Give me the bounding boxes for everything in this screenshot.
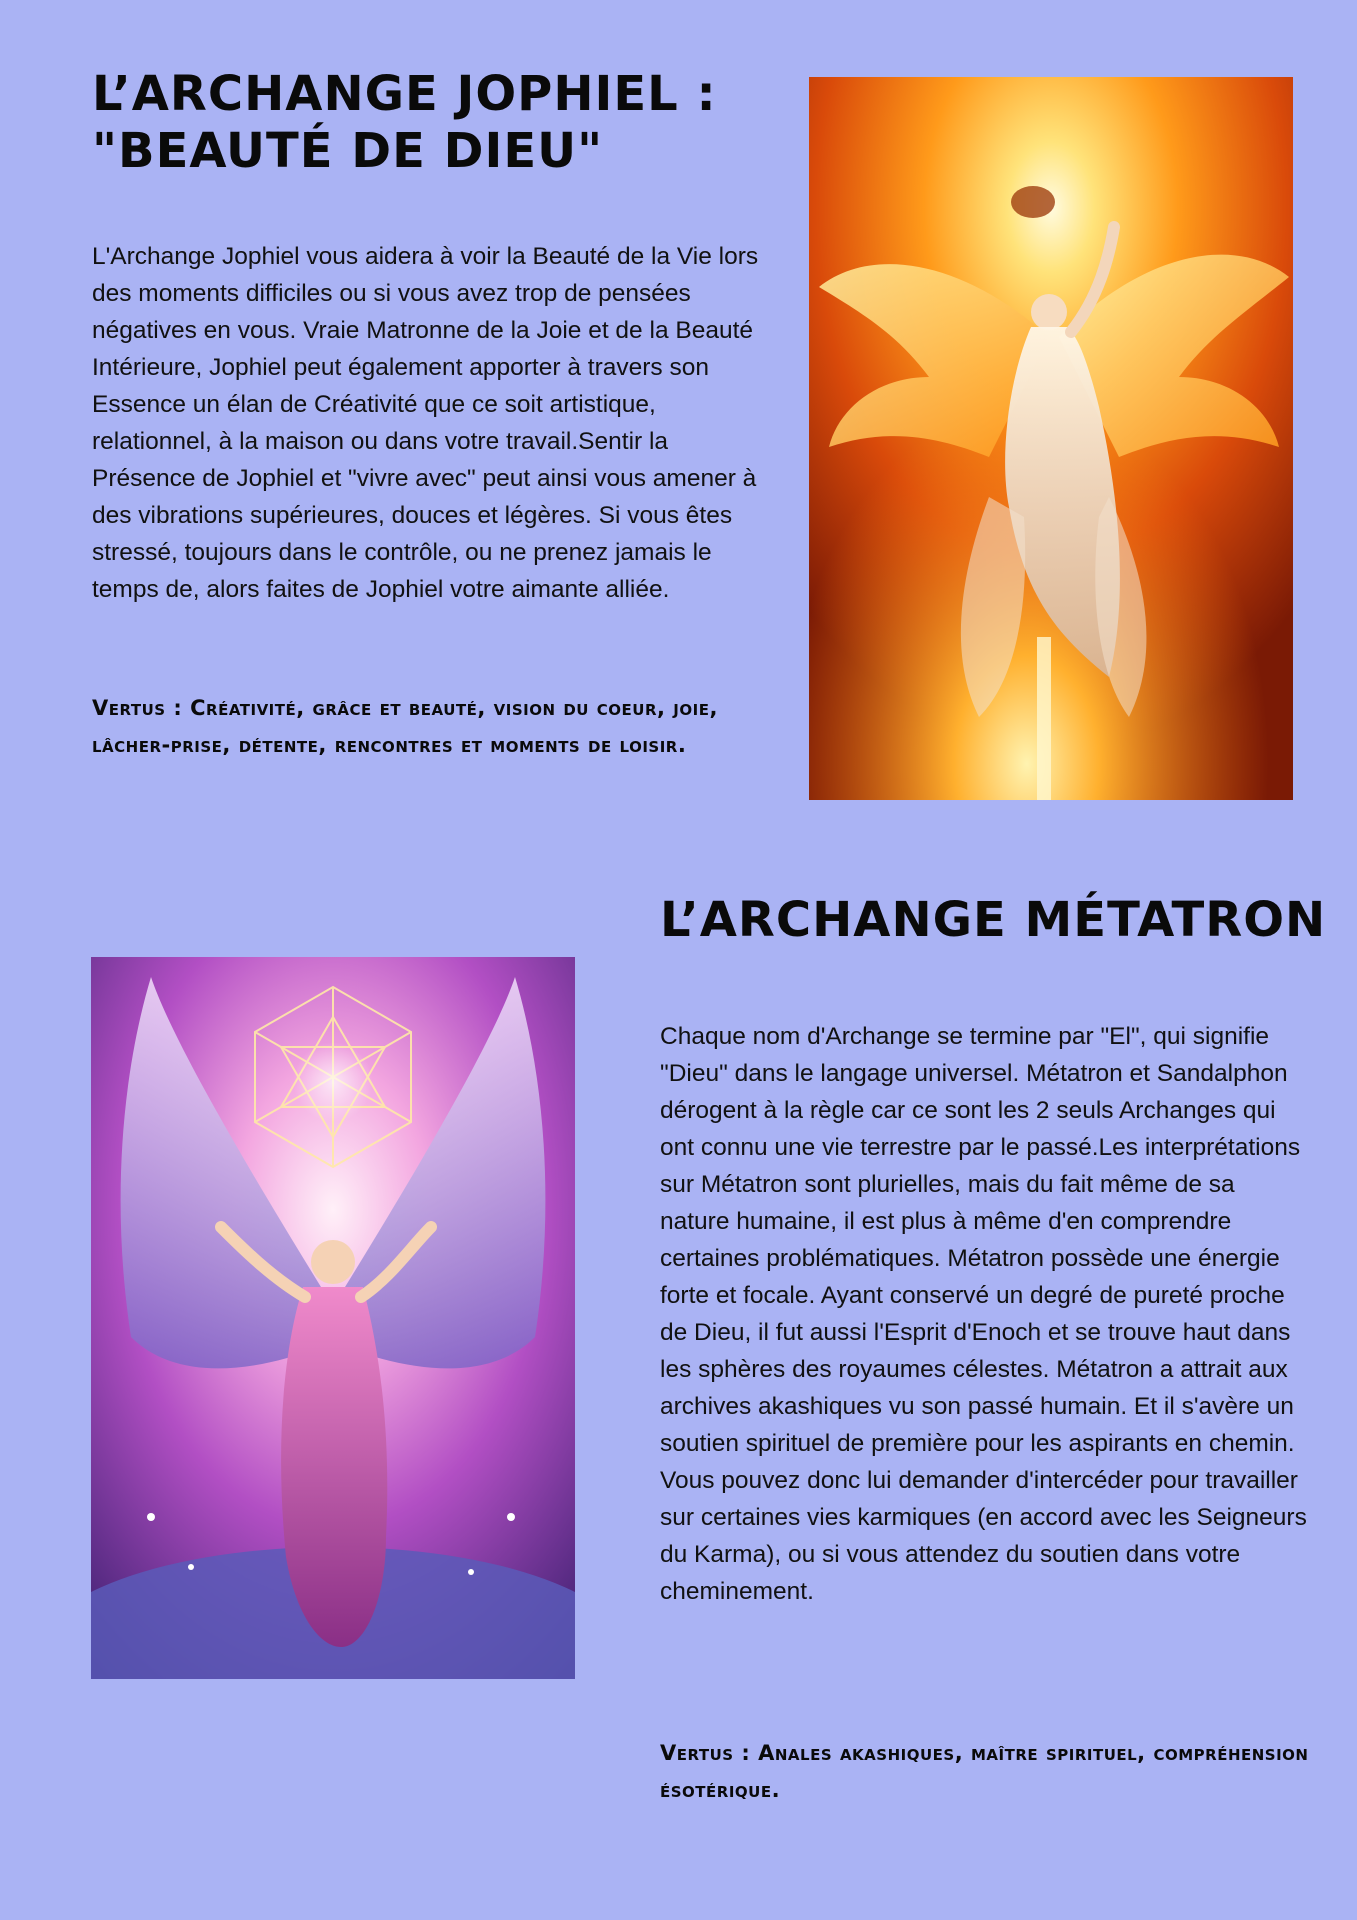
jophiel-angel-image [809,77,1293,800]
metatron-angel-image [91,957,575,1679]
jophiel-virtues: Vertus : Créativité, grâce et beauté, vision du coeur, joie, lâcher-prise, détente, rencontres et moments de loisir. [92,696,718,757]
jophiel-title: L’ARCHANGE JOPHIEL : "BEAUTÉ DE DIEU" [92,66,717,179]
metatron-virtues: Vertus : Anales akashiques, maître spirituel, compréhension ésotérique. [660,1741,1309,1802]
metatron-description: Chaque nom d'Archange se termine par "El", qui signifie "Dieu" dans le langage universel. Métatron et Sandalphon dérogent à la règle car ce sont les 2 seuls Archanges qui ont connu une vie terrestre par le passé.Les interprétations sur Métatron sont plurielles, mais du fait même de sa nature humaine, il est plus à même d'en comprendre certaines problématiques. Métatron possède une énergie forte et focale. Ayant conservé un degré de pureté proche de Dieu, il fut aussi l'Esprit d'Enoch et se trouve haut dans les sphères des royaumes célestes. Métatron a attrait aux archives akashiques vu son passé humain. Et il s'avère un soutien spirituel de première pour les aspirants en chemin. Vous pouvez donc lui demander d'intercéder pour travailler sur certaines vies karmiques (en accord avec les Seigneurs du Karma), ou si vous attendez du soutien dans votre cheminement. [660,1023,1307,1605]
metatron-title: L’ARCHANGE MÉTATRON [660,892,1327,948]
jophiel-description: L'Archange Jophiel vous aidera à voir la Beauté de la Vie lors des moments difficiles ou si vous avez trop de pensées négatives en vous. Vraie Matronne de la Joie et de la Beauté Intérieure, Jophiel peut également apporter à travers son Essence un élan de Créativité que ce soit artistique, relationnel, à la maison ou dans votre travail.Sentir la Présence de Jophiel et "vivre avec" peut ainsi vous amener à des vibrations supérieures, douces et légères. Si vous êtes stressé, toujours dans le contrôle, ou ne prenez jamais le temps de, alors faites de Jophiel votre aimante alliée. [92,243,759,603]
